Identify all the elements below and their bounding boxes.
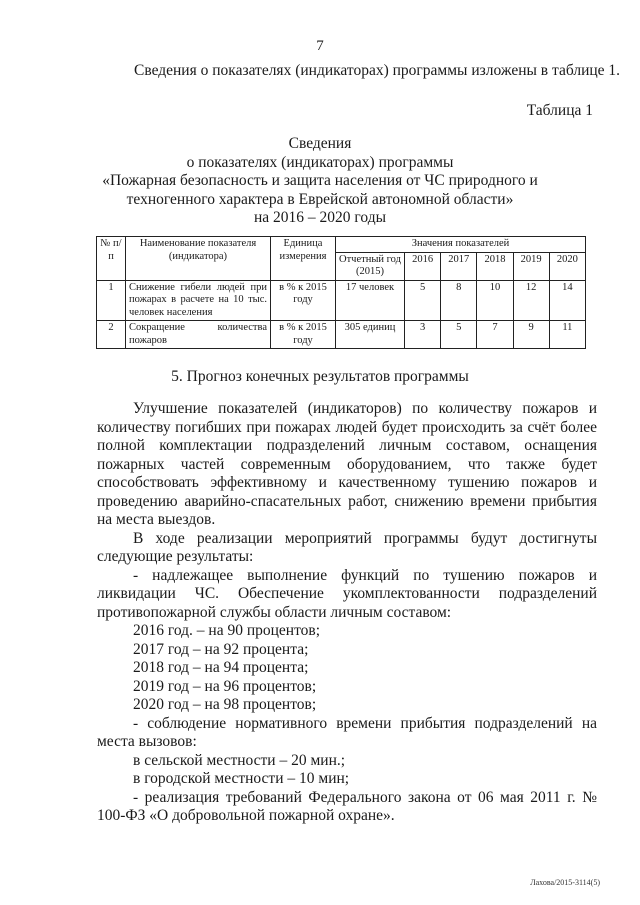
list-item: 2017 год – на 92 процента; xyxy=(133,640,309,658)
list-item-rural: в сельской местности – 20 мин.; xyxy=(133,751,346,769)
table-row xyxy=(97,321,586,349)
header-num: № п/п xyxy=(97,237,126,281)
table-row xyxy=(97,280,586,321)
list-item: 2019 год – на 96 процентов; xyxy=(133,677,317,695)
header-year-2017: 2017 xyxy=(441,252,477,280)
header-name: Наименование показателя (индикатора) xyxy=(126,237,271,281)
heading-line-2: о показателях (индикаторах) программы xyxy=(186,153,454,171)
paragraph-improvement: Улучшение показателей (индикаторов) по количеству пожаров и количеству погибших при пожарах людей будет происходить за счёт более полной комплектации подразделений личным составом, оснащения пожарных частей современным оборудованием, что также будет способствовать эффективному и качественному тушению пожаров и проведению аварийно-спасательных работ, снижению времени прибытия на места выездов. xyxy=(97,400,597,528)
row-value-2017: 8 xyxy=(441,280,477,321)
header-year-2018: 2018 xyxy=(477,252,513,280)
header-year-2020: 2020 xyxy=(549,252,585,280)
row-unit: в % к 2015 году xyxy=(271,280,336,321)
header-year-2019: 2019 xyxy=(513,252,549,280)
intro-sentence: Сведения о показателях (индикаторах) программы изложены в таблице 1. xyxy=(134,62,621,79)
row-num: 2 xyxy=(97,321,126,349)
row-value-2018: 7 xyxy=(477,321,513,349)
row-base: 17 человек xyxy=(336,280,405,321)
header-unit: Единица измерения xyxy=(271,237,336,281)
footer-document-code: Лахова/2015-3114(5) xyxy=(530,878,600,887)
header-values-group: Значения показателей xyxy=(336,237,586,253)
heading-line-1: Сведения xyxy=(288,135,352,152)
row-value-2019: 12 xyxy=(513,280,549,321)
header-year-2016: 2016 xyxy=(405,252,441,280)
paragraph-federal-law: - реализация требований Федерального закона от 06 мая 2011 г. № 100-ФЗ «О добровольной пожарной охране». xyxy=(97,788,597,824)
row-num: 1 xyxy=(97,280,126,321)
row-value-2020: 11 xyxy=(549,321,585,349)
list-item-urban: в городской местности – 10 мин; xyxy=(133,770,350,787)
heading-line-5: на 2016 – 2020 годы xyxy=(254,209,386,226)
header-base-year: Отчетный год (2015) xyxy=(336,252,405,280)
row-name: Сокращение количества пожаров xyxy=(126,321,271,349)
list-item: 2016 год. – на 90 процентов; xyxy=(133,622,321,639)
table-header-row xyxy=(97,237,586,253)
heading-line-4: техногенного характера в Еврейской автономной области» xyxy=(126,190,514,208)
list-item: 2020 год – на 98 процентов; xyxy=(133,696,317,713)
paragraph-results-intro: В ходе реализации мероприятий программы будут достигнуты следующие результаты: xyxy=(97,529,597,565)
row-value-2016: 3 xyxy=(405,321,441,349)
section-title: 5. Прогноз конечных результатов программы xyxy=(171,368,469,385)
table-heading xyxy=(0,135,640,228)
list-item: 2018 год – на 94 процента; xyxy=(133,659,309,676)
row-name: Снижение гибели людей при пожарах в расчете на 10 тыс. человек населения xyxy=(126,280,271,321)
section-body xyxy=(97,400,597,826)
row-value-2018: 10 xyxy=(477,280,513,321)
table-label: Таблица 1 xyxy=(526,102,593,119)
paragraph-staffing: - надлежащее выполнение функций по тушению пожаров и ликвидации ЧС. Обеспечение укомплектованности подразделений противопожарной службы области личным составом: xyxy=(97,566,597,621)
row-value-2020: 14 xyxy=(549,280,585,321)
paragraph-arrival-time: - соблюдение нормативного времени прибытия подразделений на места вызовов: xyxy=(97,714,597,750)
page-number: 7 xyxy=(316,38,324,54)
indicators-table xyxy=(96,236,586,349)
heading-line-3: «Пожарная безопасность и защита населения от ЧС природного и xyxy=(102,172,538,189)
row-value-2017: 5 xyxy=(441,321,477,349)
row-value-2016: 5 xyxy=(405,280,441,321)
row-base: 305 единиц xyxy=(336,321,405,349)
row-value-2019: 9 xyxy=(513,321,549,349)
row-unit: в % к 2015 году xyxy=(271,321,336,349)
